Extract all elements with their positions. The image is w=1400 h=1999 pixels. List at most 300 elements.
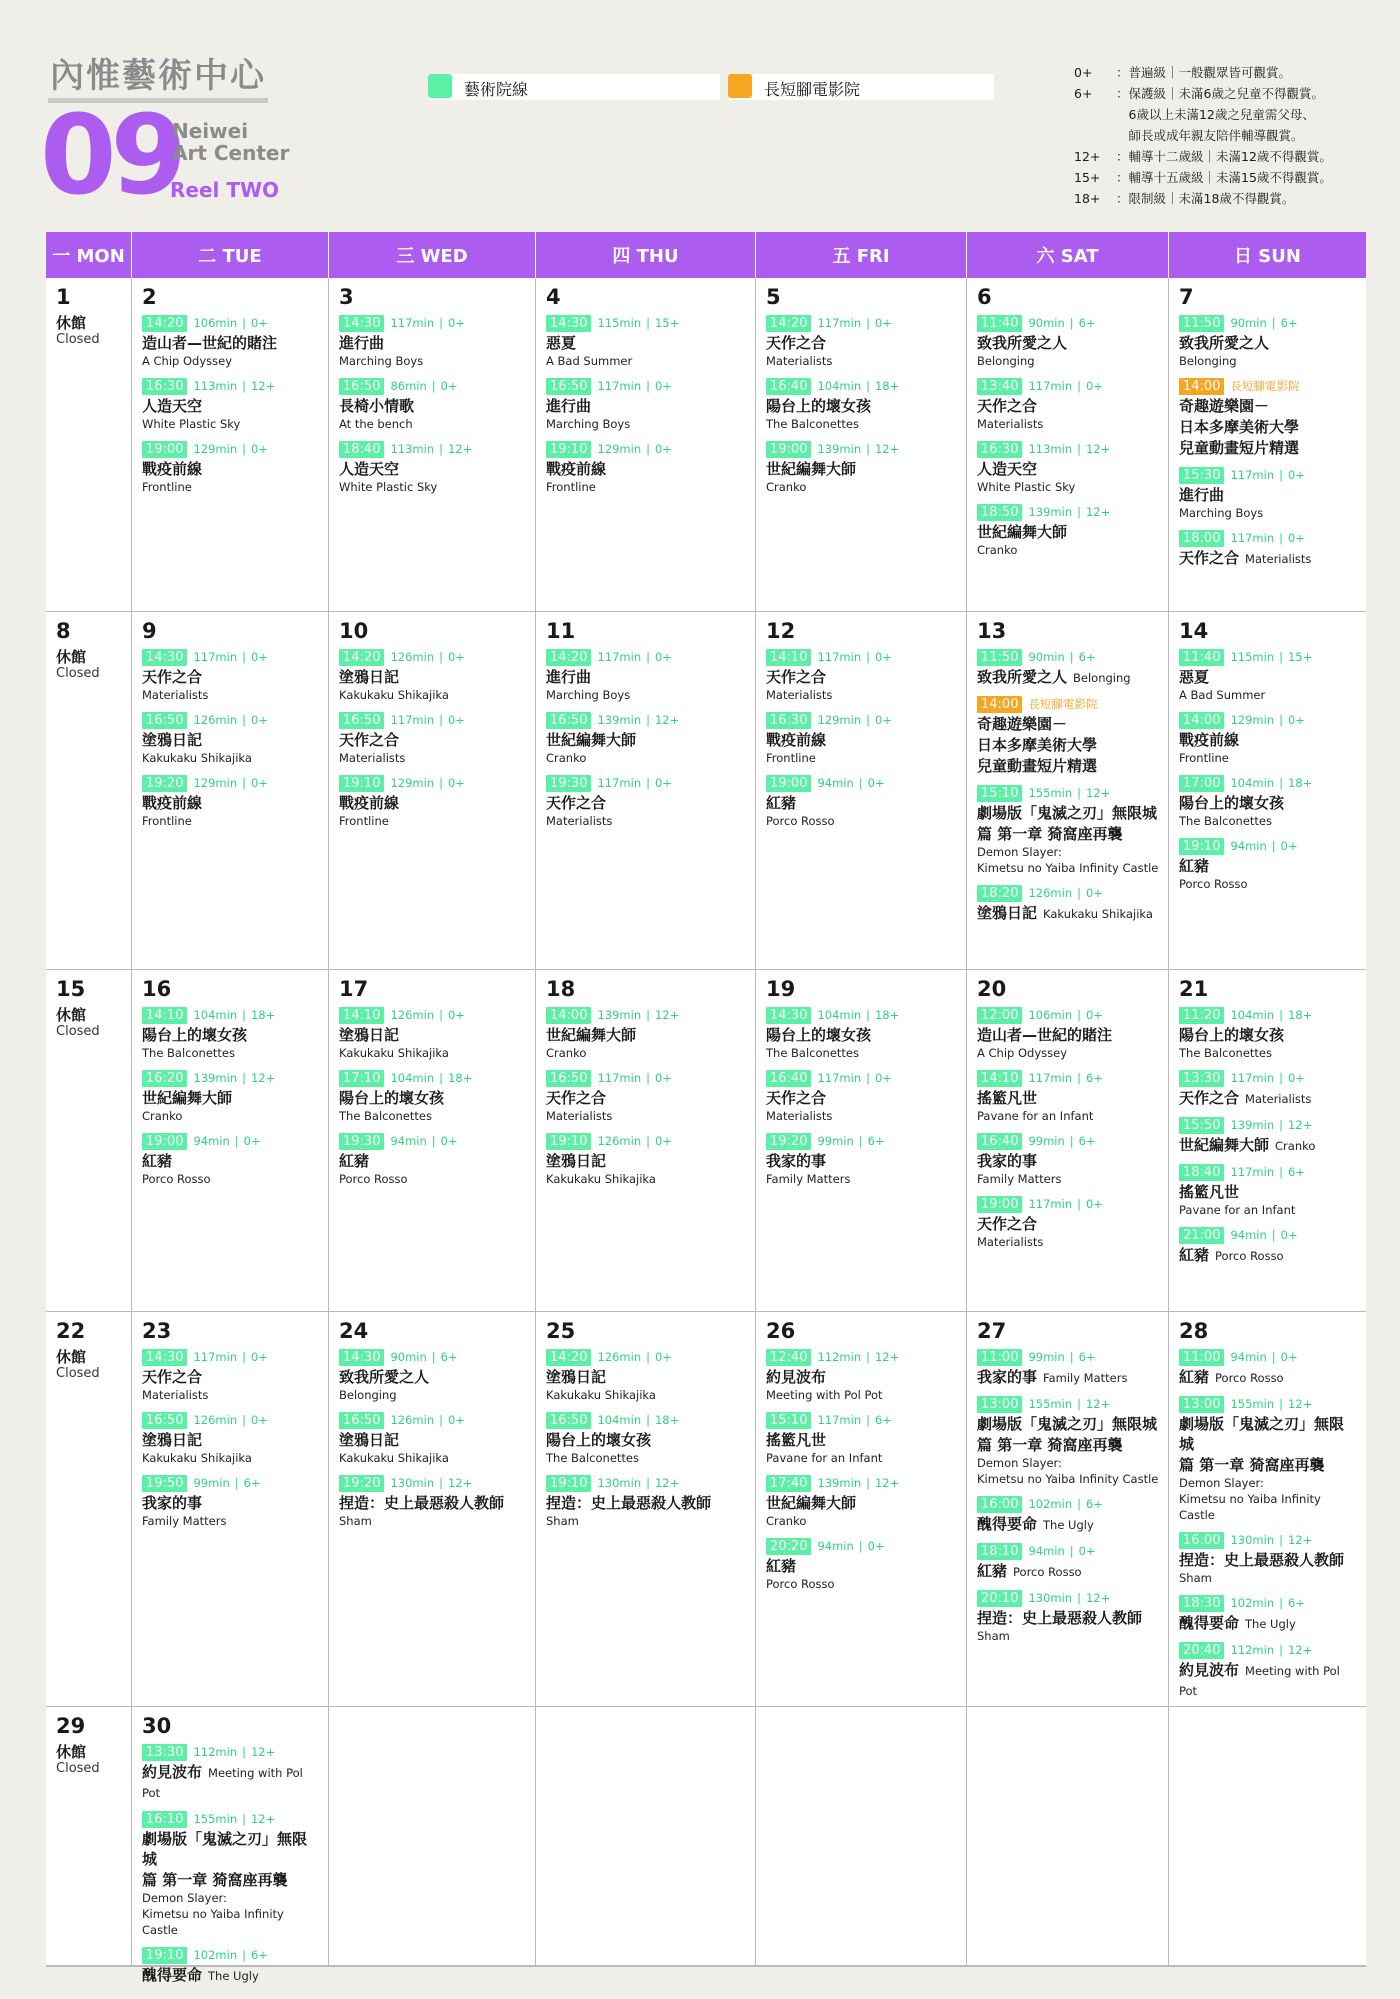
rating: 0+ (447, 776, 465, 790)
screening (977, 1132, 1160, 1187)
runtime: 104min (1230, 1008, 1275, 1022)
screening (339, 1474, 527, 1529)
showtime-badge: 18:00 (1179, 530, 1224, 547)
day-number: 11 (546, 619, 576, 643)
separator: | (858, 776, 863, 790)
film-title-en: White Plastic Sky (977, 480, 1076, 494)
separator: | (1279, 1071, 1283, 1085)
day-cell (132, 612, 329, 969)
rating: 12+ (874, 442, 900, 456)
rating: 0+ (250, 776, 268, 790)
day-cell (46, 970, 132, 1311)
screening-meta (766, 711, 958, 729)
screening (546, 377, 747, 432)
screening-meta (977, 314, 1160, 332)
screening (766, 1348, 958, 1403)
film-title-cn-text: 陽台上的壞女孩 (766, 397, 872, 415)
film-title-cn (339, 396, 527, 416)
film-title-en-line2: Kimetsu no Yaiba Infinity Castle (142, 1907, 284, 1937)
day-number: 9 (142, 619, 157, 643)
showtime-badge: 13:40 (977, 378, 1022, 395)
film-title-cn (977, 903, 1160, 923)
film-title-cn (977, 803, 1160, 823)
film-title-cn-line2: 篇 第一章 猗窩座再襲 (1179, 1456, 1325, 1474)
screening-meta (1179, 314, 1358, 332)
runtime: 139min (817, 442, 862, 456)
showtime-badge: 11:00 (1179, 1349, 1224, 1366)
showtime-badge: 12:00 (977, 1007, 1022, 1024)
rating: 0+ (250, 650, 268, 664)
day-number: 15 (56, 977, 86, 1001)
rating: 0+ (874, 650, 892, 664)
separator: | (866, 1008, 870, 1022)
film-title-cn (546, 1493, 747, 1513)
film-title-cn (977, 522, 1160, 542)
film-title-en: Meeting with Pol Pot (766, 1388, 883, 1402)
separator: | (646, 442, 650, 456)
runtime: 117min (1028, 1197, 1073, 1211)
film-title-en: The Balconettes (766, 1046, 859, 1060)
day-number: 18 (546, 977, 576, 1001)
film-title-cn (1179, 1660, 1358, 1700)
rating: 12+ (1287, 1397, 1313, 1411)
screening-meta (1179, 774, 1358, 792)
film-title-en: The Balconettes (546, 1451, 639, 1465)
separator: | (242, 1413, 246, 1427)
day-cell (756, 1707, 967, 1965)
screening (1179, 774, 1358, 829)
showtime-badge: 16:50 (339, 378, 384, 395)
screening-meta (1179, 1163, 1358, 1181)
film-title-cn-text: 捏造：史上最惡殺人教師 (339, 1494, 505, 1512)
rating-row (1074, 62, 1394, 83)
film-title-en: Belonging (1179, 354, 1237, 368)
showtime-badge: 14:10 (977, 1070, 1022, 1087)
rating: 0+ (654, 650, 672, 664)
film-title-en: Cranko (977, 543, 1018, 557)
screening-meta (766, 1348, 958, 1366)
separator: | (242, 1745, 246, 1759)
day-number: 22 (56, 1319, 86, 1343)
film-title-cn-text: 戰疫前線 (142, 460, 203, 478)
screening-meta (1179, 1641, 1358, 1659)
screening (1179, 377, 1358, 458)
screening (142, 1474, 320, 1529)
film-title-cn-text: 陽台上的壞女孩 (1179, 794, 1285, 812)
showtime-badge: 14:30 (339, 1349, 384, 1366)
film-title-cn (142, 396, 320, 416)
showtime-badge: 13:00 (1179, 1396, 1224, 1413)
day-cell (132, 1707, 329, 1984)
rating: 12+ (1287, 1118, 1313, 1132)
film-title-cn-text: 紅豬 (1179, 1368, 1210, 1386)
film-title-cn-text: 戰疫前線 (339, 794, 400, 812)
day-cell (967, 612, 1169, 969)
runtime: 113min (193, 379, 238, 393)
screening-meta (339, 314, 527, 332)
rating: 18+ (654, 1413, 680, 1427)
runtime: 106min (193, 316, 238, 330)
weekday-header-row (46, 232, 1366, 278)
film-title-en: The Balconettes (1179, 1046, 1272, 1060)
separator: | (858, 1539, 863, 1553)
screening (766, 1069, 958, 1124)
screening-meta (766, 440, 958, 458)
film-title-cn-text: 醜得要命 (977, 1515, 1038, 1533)
film-title-cn-line3: 兒童動畫短片精選 (977, 757, 1098, 775)
closed-label-cn: 休館 (56, 1006, 87, 1024)
rating: 12+ (250, 379, 276, 393)
rating: 0+ (1280, 1228, 1298, 1242)
film-title-cn (142, 1367, 320, 1387)
film-title-en-inline: Materialists (1245, 552, 1312, 566)
rating: 0+ (447, 1413, 465, 1427)
runtime: 130min (390, 1476, 435, 1490)
separator: | (1069, 316, 1074, 330)
showtime-badge: 14:20 (339, 649, 384, 666)
runtime: 117min (193, 1350, 238, 1364)
film-title-en: Kakukaku Shikajika (546, 1388, 656, 1402)
showtime-badge: 16:50 (546, 1070, 591, 1087)
screening-meta (766, 1006, 958, 1024)
center-name-en (172, 120, 289, 164)
film-title-en: The Balconettes (339, 1109, 432, 1123)
screening (142, 377, 320, 432)
rating-code: 12+ (1074, 149, 1101, 164)
venue-label: 長短腳電影院 (1230, 379, 1300, 393)
day-number: 6 (977, 285, 992, 309)
rating: 12+ (1287, 1533, 1313, 1547)
separator: | (242, 379, 246, 393)
screening-meta (977, 1542, 1160, 1560)
screening (142, 1743, 320, 1802)
rating: 12+ (1287, 1643, 1313, 1657)
film-title-cn (339, 1025, 527, 1045)
showtime-badge: 18:10 (977, 1543, 1022, 1560)
screening-meta (977, 648, 1160, 666)
showtime-badge: 19:20 (142, 775, 187, 792)
rating-code: 18+ (1074, 191, 1101, 206)
showtime-badge: 19:30 (546, 775, 591, 792)
film-title-en: Pavane for an Infant (1179, 1203, 1296, 1217)
showtime-badge: 19:00 (766, 441, 811, 458)
rating: 0+ (440, 1134, 458, 1148)
screening (977, 1006, 1160, 1061)
film-title-en: Kakukaku Shikajika (339, 688, 449, 702)
runtime: 104min (817, 1008, 862, 1022)
runtime: 94min (1230, 839, 1267, 853)
film-title-en: Kakukaku Shikajika (142, 1451, 252, 1465)
showtime-badge: 19:20 (339, 1475, 384, 1492)
day-cell (536, 612, 756, 969)
day-number: 28 (1179, 1319, 1209, 1343)
screening (546, 648, 747, 703)
film-title-cn (546, 793, 747, 813)
runtime: 94min (817, 776, 854, 790)
day-cell (967, 970, 1169, 1311)
screening (766, 648, 958, 703)
screening-meta (546, 1348, 747, 1366)
separator: | (1279, 1008, 1283, 1022)
day-number: 17 (339, 977, 369, 1001)
screening (766, 1411, 958, 1466)
day-number: 8 (56, 619, 71, 643)
film-title-cn (1179, 548, 1358, 568)
day-number: 20 (977, 977, 1007, 1001)
separator: | (1077, 505, 1081, 519)
showtime-badge: 19:00 (142, 1133, 187, 1150)
rating: 12+ (654, 1008, 680, 1022)
screening-meta (977, 377, 1160, 395)
day-number: 21 (1179, 977, 1209, 1001)
film-title-cn (977, 1025, 1160, 1045)
rating: 0+ (874, 713, 892, 727)
runtime: 126min (1028, 886, 1073, 900)
showtime-badge: 11:50 (977, 649, 1022, 666)
separator: | (439, 1008, 443, 1022)
film-title-cn (1179, 1550, 1358, 1570)
separator: | (242, 1350, 246, 1364)
separator: | (431, 1134, 436, 1148)
film-title-en: Cranko (766, 1514, 807, 1528)
separator: | (439, 650, 443, 664)
screening-meta (977, 1348, 1160, 1366)
screening-meta (546, 711, 747, 729)
film-title-cn (339, 1430, 527, 1450)
film-title-cn (339, 1493, 527, 1513)
rating: 0+ (1287, 468, 1305, 482)
separator: | (1271, 839, 1276, 853)
film-title-en: Materialists (766, 688, 833, 702)
day-cell (536, 1312, 756, 1706)
runtime: 90min (1028, 316, 1065, 330)
film-title-en: Frontline (142, 814, 192, 828)
day-number: 26 (766, 1319, 796, 1343)
rating-row (1074, 188, 1394, 209)
rating: 0+ (1287, 713, 1305, 727)
screening-meta (546, 314, 747, 332)
screening-meta (339, 648, 527, 666)
screening (142, 1132, 320, 1187)
legend-swatch-green (428, 74, 452, 98)
screening (977, 503, 1160, 558)
film-title-cn-line3: 兒童動畫短片精選 (1179, 439, 1300, 457)
runtime: 104min (1230, 776, 1275, 790)
rating: 0+ (1280, 839, 1298, 853)
rating: 0+ (874, 316, 892, 330)
closed-label-en: Closed (56, 332, 100, 347)
film-title-cn (766, 1367, 958, 1387)
rating: 0+ (250, 316, 268, 330)
film-title-cn (546, 1025, 747, 1045)
film-title-cn-text: 天作之合 (546, 794, 607, 812)
film-title-en-inline: The Ugly (1245, 1617, 1296, 1631)
showtime-badge: 16:50 (339, 1412, 384, 1429)
rating: 12+ (874, 1350, 900, 1364)
day-cell (967, 278, 1169, 611)
film-title-en: Cranko (546, 1046, 587, 1060)
film-title-cn-text: 我家的事 (142, 1494, 203, 1512)
separator: | (1077, 886, 1081, 900)
film-title-cn (142, 459, 320, 479)
screening-meta (142, 1810, 320, 1828)
rating: 18+ (874, 379, 900, 393)
showtime-badge: 14:30 (766, 1007, 811, 1024)
showtime-badge: 14:00 (977, 696, 1022, 713)
calendar-week-row (46, 970, 1366, 1312)
rating: 6+ (1078, 650, 1096, 664)
rating-code (1074, 104, 1116, 125)
screening-meta (977, 884, 1160, 902)
showtime-badge: 19:00 (142, 441, 187, 458)
rating: 0+ (1085, 886, 1103, 900)
separator: | (242, 650, 246, 664)
screening-meta (977, 1006, 1160, 1024)
runtime: 94min (817, 1539, 854, 1553)
runtime: 112min (193, 1745, 238, 1759)
screening (546, 1006, 747, 1061)
screening-meta (1179, 1006, 1358, 1024)
film-title-en: A Bad Summer (546, 354, 633, 368)
separator: | (646, 1134, 650, 1148)
screening (1179, 1116, 1358, 1155)
closed-label-cn: 休館 (56, 648, 87, 666)
film-title-en-line2: Kimetsu no Yaiba Infinity Castle (977, 1472, 1159, 1486)
rating: 6+ (1280, 316, 1298, 330)
film-title-cn-text: 搖籃凡世 (766, 1431, 827, 1449)
day-cell (1169, 970, 1366, 1311)
film-title-cn (1179, 1414, 1358, 1454)
runtime: 117min (1230, 468, 1275, 482)
screening-meta (339, 1132, 527, 1150)
film-title-en: Sham (546, 1514, 579, 1528)
closed-label-en: Closed (56, 1761, 100, 1776)
showtime-badge: 12:40 (766, 1349, 811, 1366)
film-title-en: Porco Rosso (766, 814, 835, 828)
screening (1179, 1531, 1358, 1586)
film-title-cn-text: 天作之合 (546, 1089, 607, 1107)
screening-meta (142, 1946, 320, 1964)
separator: | (1069, 650, 1074, 664)
rating: 0+ (867, 1539, 885, 1553)
separator: | (1279, 650, 1283, 664)
rating: 0+ (447, 650, 465, 664)
screening-meta (142, 1069, 320, 1087)
separator: | (646, 1413, 650, 1427)
screening-meta (977, 1195, 1160, 1213)
film-title-cn (766, 459, 958, 479)
runtime: 86min (390, 379, 427, 393)
separator: | (439, 1071, 443, 1085)
runtime: 129min (193, 442, 238, 456)
runtime: 139min (597, 1008, 642, 1022)
film-title-cn (977, 667, 1160, 687)
film-title-cn-text: 天作之合 (1179, 549, 1240, 567)
runtime: 115min (597, 316, 642, 330)
rating-code (1074, 125, 1116, 146)
screening (339, 1006, 527, 1061)
rating-guide (1074, 62, 1394, 209)
film-title-cn (142, 1493, 320, 1513)
film-title-cn-text: 天作之合 (142, 668, 203, 686)
day-number: 24 (339, 1319, 369, 1343)
film-title-en: Cranko (142, 1109, 183, 1123)
runtime: 102min (1230, 1596, 1275, 1610)
rating: 0+ (867, 776, 885, 790)
showtime-badge: 15:10 (977, 785, 1022, 802)
screening-meta (1179, 1116, 1358, 1134)
separator: | (646, 379, 650, 393)
separator: | (431, 1350, 436, 1364)
film-title-en: Porco Rosso (766, 1577, 835, 1591)
screening (142, 648, 320, 703)
day-cell (132, 1312, 329, 1706)
weekday-header: 五 FRI (756, 232, 967, 278)
film-title-cn (142, 1430, 320, 1450)
film-title-en: Family Matters (142, 1514, 227, 1528)
showtime-badge: 16:30 (766, 712, 811, 729)
screening (546, 314, 747, 369)
screening-meta (142, 440, 320, 458)
separator: | (1077, 1497, 1081, 1511)
film-title-cn (142, 730, 320, 750)
screening (766, 377, 958, 432)
screening (977, 648, 1160, 687)
screening (1179, 1641, 1358, 1700)
showtime-badge: 18:30 (1179, 1595, 1224, 1612)
screening-meta (1179, 529, 1358, 547)
separator: | (1279, 1397, 1283, 1411)
film-title-cn (1179, 396, 1358, 416)
runtime: 117min (817, 1071, 862, 1085)
screening (977, 314, 1160, 369)
screening-meta (1179, 1226, 1358, 1244)
film-title-cn (1179, 1025, 1358, 1045)
film-title-cn-text: 致我所愛之人 (977, 668, 1068, 686)
film-title-en: Kakukaku Shikajika (142, 751, 252, 765)
screening-meta (1179, 466, 1358, 484)
screening (977, 1495, 1160, 1534)
separator: | (1077, 1397, 1081, 1411)
separator: | (858, 1134, 863, 1148)
showtime-badge: 13:00 (977, 1396, 1022, 1413)
runtime: 94min (1230, 1228, 1267, 1242)
runtime: 113min (1028, 442, 1073, 456)
runtime: 104min (193, 1008, 238, 1022)
film-title-cn-text: 搖籃凡世 (1179, 1183, 1240, 1201)
rating: 6+ (874, 1413, 892, 1427)
rating: 6+ (1287, 1165, 1305, 1179)
day-number: 5 (766, 285, 781, 309)
separator: | (1077, 1008, 1081, 1022)
showtime-badge: 16:30 (142, 378, 187, 395)
film-title-cn-text: 進行曲 (546, 397, 592, 415)
film-title-cn-text: 世紀編舞大師 (142, 1089, 233, 1107)
film-title-en: Cranko (546, 751, 587, 765)
screening-meta (142, 1006, 320, 1024)
rating: 6+ (1078, 316, 1096, 330)
closed-label-cn: 休館 (56, 1348, 87, 1366)
runtime: 155min (193, 1812, 238, 1826)
film-title-cn-text: 天作之合 (1179, 1089, 1240, 1107)
screening-meta (142, 711, 320, 729)
showtime-badge: 16:40 (766, 378, 811, 395)
film-title-en: At the bench (339, 417, 413, 431)
runtime: 126min (390, 1008, 435, 1022)
film-title-cn (766, 1025, 958, 1045)
screening-meta (1179, 711, 1358, 729)
rating: 0+ (654, 379, 672, 393)
